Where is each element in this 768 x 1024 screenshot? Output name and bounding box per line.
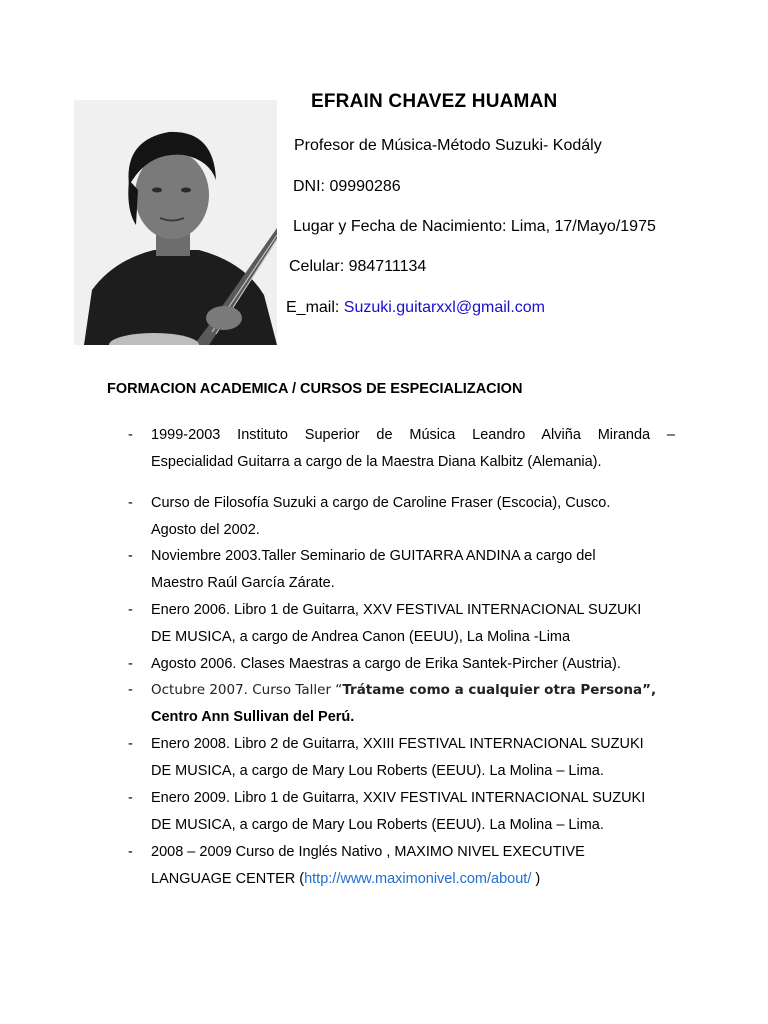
- list-bullet: -: [128, 736, 133, 752]
- list-item-line: Curso de Filosofía Suzuki a cargo de Caroline Fraser (Escocia), Cusco.: [151, 495, 611, 511]
- language-center-text: LANGUAGE CENTER (: [151, 871, 305, 887]
- list-item-line: Agosto 2006. Clases Maestras a cargo de Erika Santek-Pircher (Austria).: [151, 656, 621, 672]
- list-item-line: DE MUSICA, a cargo de Mary Lou Roberts (EEUU). La Molina – Lima.: [151, 763, 604, 779]
- list-item-line: Especialidad Guitarra a cargo de la Maestra Diana Kalbitz (Alemania).: [151, 454, 602, 470]
- birth-text: Lugar y Fecha de Nacimiento: Lima, 17/Mayo/1975: [293, 218, 656, 235]
- maximonivel-link[interactable]: http://www.maximonivel.com/about/: [304, 871, 532, 887]
- list-item-line: Noviembre 2003.Taller Seminario de GUITARRA ANDINA a cargo del: [151, 548, 596, 564]
- list-item-line: DE MUSICA, a cargo de Mary Lou Roberts (EEUU). La Molina – Lima.: [151, 817, 604, 833]
- closing-paren: ): [531, 871, 541, 887]
- list-item-line: Enero 2006. Libro 1 de Guitarra, XXV FESTIVAL INTERNACIONAL SUZUKI: [151, 602, 642, 618]
- list-item-line: 2008 – 2009 Curso de Inglés Nativo , MAXIMO NIVEL EXECUTIVE: [151, 844, 585, 860]
- list-bullet: -: [128, 495, 133, 511]
- list-item-line: DE MUSICA, a cargo de Andrea Canon (EEUU), La Molina -Lima: [151, 629, 571, 645]
- list-item-line: 1999-2003 Instituto Superior de Música Leandro Alviña Miranda –: [151, 427, 675, 443]
- list-item-line: Agosto del 2002.: [151, 522, 260, 538]
- list-bullet: -: [128, 548, 133, 564]
- email-label: E_mail:: [286, 299, 344, 316]
- email-row: [286, 299, 545, 317]
- profile-photo: [74, 100, 277, 345]
- email-link[interactable]: Suzuki.guitarxxl@gmail.com: [343, 299, 545, 316]
- workshop-title: Trátame como a cualquier otra Persona”,: [342, 682, 657, 698]
- list-item-line: Maestro Raúl García Zárate.: [151, 575, 335, 591]
- dni-text: DNI: 09990286: [293, 178, 401, 195]
- section-title: FORMACION ACADEMICA / CURSOS DE ESPECIALIZACION: [107, 381, 523, 397]
- list-item-line: Enero 2009. Libro 1 de Guitarra, XXIV FESTIVAL INTERNACIONAL SUZUKI: [151, 790, 646, 806]
- list-bullet: -: [128, 844, 133, 860]
- list-item-line: [151, 682, 656, 698]
- phone-text: Celular: 984711134: [289, 258, 427, 275]
- person-name: EFRAIN CHAVEZ HUAMAN: [311, 91, 558, 112]
- list-bullet: -: [128, 602, 133, 618]
- list-bullet: -: [128, 656, 133, 672]
- list-item-line: [151, 871, 540, 887]
- list-bullet: -: [128, 790, 133, 806]
- list-bullet: -: [128, 682, 133, 698]
- list-item-line: Centro Ann Sullivan del Perú.: [151, 709, 355, 725]
- list-item-line: Enero 2008. Libro 2 de Guitarra, XXIII FESTIVAL INTERNACIONAL SUZUKI: [151, 736, 644, 752]
- profession-text: Profesor de Música-Método Suzuki- Kodály: [294, 137, 602, 154]
- list-bullet: -: [128, 427, 133, 443]
- workshop-prefix: Octubre 2007. Curso Taller “: [151, 682, 343, 698]
